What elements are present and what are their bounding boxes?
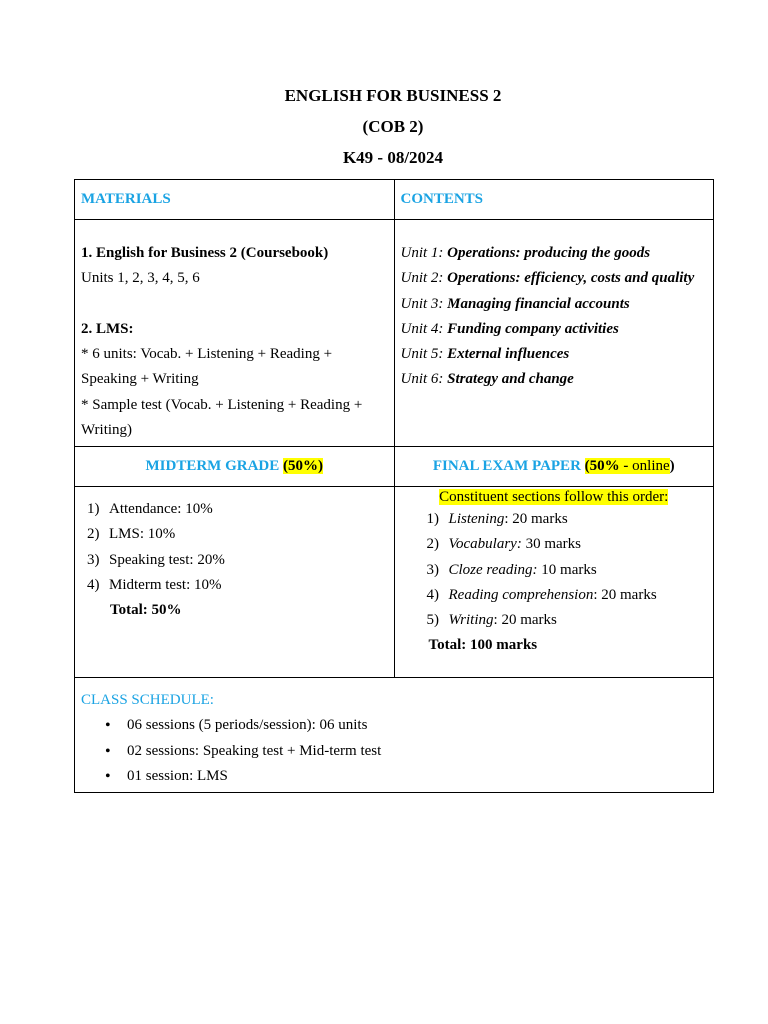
unit-row <box>401 367 708 392</box>
unit-label: Unit 2: <box>400 270 444 287</box>
unit-topic: Operations: producing the goods <box>447 245 651 261</box>
cohort-date: K49 - 08/2024 <box>342 148 444 167</box>
list-item: 3) Cloze reading: 10 marks <box>426 561 597 578</box>
schedule-cell <box>75 678 714 793</box>
course-code: (COB 2) <box>362 117 424 136</box>
unit-topic: Managing financial accounts <box>447 295 630 312</box>
final-list <box>401 507 708 633</box>
unit-label: Unit 1: <box>400 245 444 261</box>
list-item: 4) Reading comprehension: 20 marks <box>426 586 657 603</box>
coursebook-units: Units 1, 2, 3, 4, 5, 6 <box>81 270 200 287</box>
list-item: 4) Midterm test: 10% <box>87 576 222 593</box>
materials-heading: MATERIALS <box>81 191 171 207</box>
list-item: 2) LMS: 10% <box>87 526 176 543</box>
contents-cell <box>394 220 714 447</box>
unit-row <box>401 266 708 291</box>
midterm-heading: MIDTERM GRADE <box>145 458 280 474</box>
list-item: 5) Writing: 20 marks <box>426 612 557 629</box>
final-note: Constituent sections follow this order: <box>439 489 669 505</box>
lms-line: * 6 units: Vocab. + Listening + Reading + <box>81 346 333 363</box>
unit-topic: Operations: efficiency, costs and quality <box>447 270 695 287</box>
final-cell <box>394 487 714 678</box>
midterm-percent: (50%) <box>283 458 323 474</box>
unit-topic: Strategy and change <box>447 371 574 388</box>
document-title: ENGLISH FOR BUSINESS 2 <box>284 86 502 105</box>
lms-line: * Sample test (Vocab. + Listening + Reading + <box>81 396 363 413</box>
midterm-header-cell <box>75 447 395 487</box>
lms-line: Speaking + Writing <box>81 371 199 388</box>
final-online: online <box>628 458 670 474</box>
midterm-total: Total: 50% <box>110 602 182 619</box>
midterm-cell <box>75 487 395 678</box>
unit-topic: Funding company activities <box>447 320 619 337</box>
final-close: ) <box>669 458 675 474</box>
final-heading: FINAL EXAM PAPER <box>432 458 581 474</box>
list-item: 2) Vocabulary: 30 marks <box>426 536 581 553</box>
materials-header-cell <box>75 180 395 220</box>
list-item: • 06 sessions (5 periods/session): 06 units <box>127 713 707 738</box>
final-total: Total: 100 marks <box>428 637 538 654</box>
contents-header-cell <box>394 180 714 220</box>
unit-label: Unit 6: <box>400 371 444 388</box>
lms-line: Writing) <box>81 422 133 439</box>
contents-heading: CONTENTS <box>400 191 484 207</box>
final-header-cell <box>394 447 714 487</box>
schedule-list <box>81 713 707 789</box>
syllabus-table <box>74 179 714 793</box>
list-item: • 02 sessions: Speaking test + Mid-term test <box>127 739 707 764</box>
final-percent-badge <box>585 458 670 474</box>
unit-label: Unit 5: <box>400 346 444 363</box>
final-percent: (50% - <box>584 458 629 474</box>
unit-row <box>401 317 708 342</box>
coursebook-title: 1. English for Business 2 (Coursebook) <box>81 245 329 261</box>
unit-row <box>401 241 708 266</box>
midterm-list <box>81 497 388 598</box>
unit-row <box>401 342 708 367</box>
unit-label: Unit 3: <box>400 295 444 312</box>
list-item: 1) Listening: 20 marks <box>426 511 568 527</box>
schedule-heading: CLASS SCHEDULE: <box>81 692 214 708</box>
list-item: • 01 session: LMS <box>127 764 707 789</box>
unit-label: Unit 4: <box>400 320 444 337</box>
lms-title: 2. LMS: <box>81 320 134 337</box>
materials-cell <box>75 220 395 447</box>
list-item: 1) Attendance: 10% <box>87 501 213 517</box>
unit-topic: External influences <box>447 346 570 363</box>
unit-row <box>401 292 708 317</box>
list-item: 3) Speaking test: 20% <box>87 551 225 568</box>
